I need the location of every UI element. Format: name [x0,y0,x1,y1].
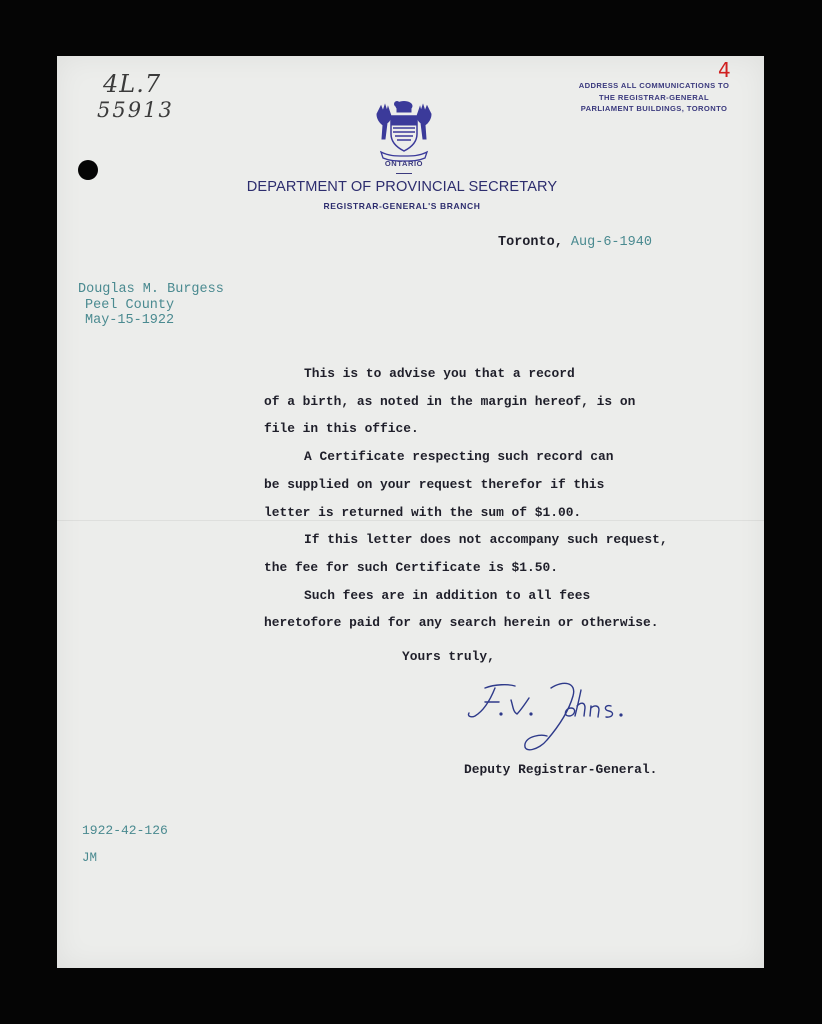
body-line: heretofore paid for any search herein or otherwise. [264,615,659,631]
address-line: ADDRESS ALL COMMUNICATIONS TO [578,81,730,90]
date-city: Toronto, [498,235,563,250]
recipient-name: Douglas M. Burgess [78,282,224,297]
body-line: Such fees are in addition to all fees [304,587,591,603]
signer-title: Deputy Registrar-General. [464,762,658,777]
crest-label: ONTARIO [384,159,424,168]
archive-note-red-number: 4 [718,58,731,82]
closing-salutation: Yours truly, [402,649,495,664]
letter-body [264,360,724,637]
recipient-birth-date: May-15-1922 [85,313,175,328]
recipient-block [78,282,224,329]
archive-note-line1: 4L.7 [103,70,162,98]
reference-number: 1922-42-126 [82,823,168,838]
letter-page [57,56,764,968]
body-line: file in this office. [264,421,419,437]
address-line: THE REGISTRAR-GENERAL [598,92,710,102]
letterhead-address [559,80,749,115]
department-title: DEPARTMENT OF PROVINCIAL SECRETARY [246,179,558,195]
recipient-county: Peel County [85,297,175,313]
body-line: If this letter does not accompany such request, [304,532,668,548]
typist-initials: JM [82,851,98,865]
handwritten-signature [461,678,661,764]
address-line: PARLIAMENT BUILDINGS, TORONTO [580,104,728,113]
body-line: of a birth, as noted in the margin hereof, is on [264,393,636,409]
body-line: be supplied on your request therefor if this [264,476,605,492]
punch-hole [78,160,98,180]
crest-divider [396,173,412,174]
date-value: Aug-6-1940 [570,235,652,250]
archive-note-line2: 55913 [97,98,174,122]
body-line: the fee for such Certificate is $1.50. [264,559,558,575]
body-line: A Certificate respecting such record can [304,449,614,465]
body-line: letter is returned with the sum of $1.00. [264,504,582,520]
body-line: This is to advise you that a record [304,366,575,381]
branch-subtitle: REGISTRAR-GENERAL'S BRANCH [323,201,481,211]
date-line [498,235,652,250]
